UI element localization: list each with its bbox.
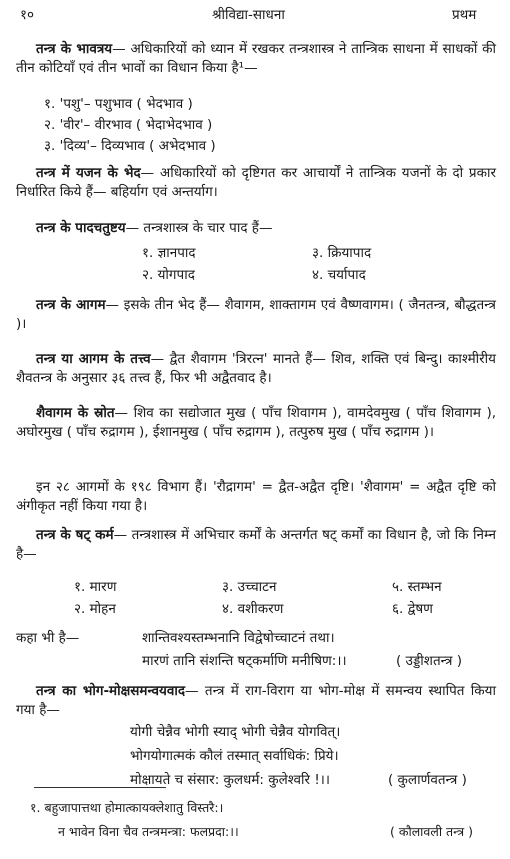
grid-item: ४. चर्यापाद <box>312 267 366 283</box>
section-text: — अधिकारियों को ध्यान में रखकर तन्त्रशास्त्र ने तान्त्रिक साधना में साधकों की तीन कोटियाँ एवं तीन भावों का विधान किया है¹— <box>16 41 497 76</box>
footnote-divider <box>34 787 166 788</box>
verse-line: भोगयोगात्मकं कौलं तस्मात् सर्वाधिकं: प्रिये। <box>130 748 339 764</box>
section-bhavatraya <box>16 40 496 78</box>
grid-item: ५. स्तम्भन <box>392 579 442 595</box>
grid-item: २. मोहन <box>74 601 116 617</box>
section-text: — तन्त्रशास्त्र के चार पाद हैं— <box>125 220 273 236</box>
section-heading: तन्त्र का भोग-मोक्षसमन्वयवाद <box>36 683 186 699</box>
running-title: श्रीविद्या-साधना <box>212 7 285 23</box>
section-yajan <box>16 164 496 202</box>
section-agam-vibhag <box>16 478 496 516</box>
section-bhog-moksha <box>16 682 496 720</box>
section-heading: तन्त्र के आगम <box>36 297 106 313</box>
list-item: ३. 'दिव्य'– दिव्यभाव ( अभेदभाव ) <box>44 138 216 154</box>
section-shaivagam-srot <box>16 404 496 442</box>
footnote-line: न भावेन विना चैव तन्त्रमन्त्रा: फलप्रदा:।। <box>58 824 239 839</box>
grid-item: ३. क्रियापाद <box>312 245 372 261</box>
section-text: — तन्त्रशास्त्र में अभिचार कर्मों के अन्तर्गत षट् कर्मों का विधान है, जो कि निम्न है— <box>16 527 496 562</box>
quote-intro: कहा भी है— <box>16 630 80 646</box>
section-heading: तन्त्र के भावत्रय <box>36 41 113 57</box>
grid-item: ४. वशीकरण <box>222 601 284 617</box>
section-text: — द्वैत शैवागम 'त्रिरत्न' मानते हैं— शिव, शक्ति एवं बिन्दु। काश्मीरीय शैवतन्त्र के अनुसार ३६ तत्त्व हैं, फिर भी अद्वैतवाद है। <box>16 351 496 386</box>
grid-item: ३. उच्चाटन <box>222 579 277 595</box>
verse-line: शान्तिवश्यस्तम्भनानि विद्वेषोच्चाटनं तथा। <box>142 630 335 646</box>
section-text: इन २८ आगमों के १९८ विभाग हैं। 'रौद्रागम' = द्वैत-अद्वैत दृष्टि। 'शैवागम' = अद्वैत दृष्टि को अंगीकृत नहीं किया गया है। <box>16 479 496 514</box>
verse-line: मोक्षायते च संसार: कुलधर्म: कुलेश्वरि !।। <box>130 772 330 788</box>
section-padachatushtaya <box>16 219 496 238</box>
section-heading: तन्त्र में यजन के भेद <box>36 165 141 181</box>
grid-item: ६. द्वेषण <box>392 601 433 617</box>
section-text: — तन्त्र में राग-विराग या भोग-मोक्ष में समन्वय स्थापित किया गया है— <box>16 683 496 718</box>
section-heading: शैवागम के स्रोत <box>36 405 115 421</box>
verse-line: मारणं तानि संशन्ति षट्कर्माणि मनीषिण:।। <box>142 653 347 669</box>
section-heading: तन्त्र या आगम के तत्त्व <box>36 351 151 367</box>
section-heading: तन्त्र के षट् कर्म <box>36 527 114 543</box>
grid-item: २. योगपाद <box>142 267 195 283</box>
section-text: — इसके तीन भेद हैं— शैवागम, शाक्तागम एवं वैष्णवागम। ( जैनतन्त्र, बौद्धतन्त्र )। <box>16 297 496 332</box>
section-heading: तन्त्र के पादचतुष्टय <box>36 220 126 236</box>
verse-line: योगी चेन्नैव भोगी स्याद् भोगी चेन्नैव योगवित्। <box>130 724 341 740</box>
section-shatkarma <box>16 526 496 564</box>
section-agam <box>16 296 496 334</box>
footnote-source: ( कौलावली तन्त्र ) <box>390 824 473 839</box>
chapter-label: प्रथम <box>452 7 477 23</box>
grid-item: १. मारण <box>74 579 117 595</box>
verse-source: ( उड्डीशतन्त्र ) <box>396 653 463 669</box>
list-item: १. 'पशु'– पशुभाव ( भेदभाव ) <box>44 96 193 112</box>
section-text: — शिव का सद्योजात मुख ( पाँच शिवागम ), वामदेवमुख ( पाँच शिवागम ), अघोरमुख ( पाँच रुद्रागम ), ईशानमुख ( पाँच रुद्रागम ), तत्पुरुष मुख ( पाँच रुद्रागम )। <box>16 405 497 440</box>
grid-item: १. ज्ञानपाद <box>142 245 196 261</box>
section-tattva <box>16 350 496 388</box>
page-number: १० <box>20 7 35 23</box>
footnote-line: १. बहुजापात्तथा होमात्कायक्लेशातु विस्तरै:। <box>30 800 224 815</box>
verse-source: ( कुलार्णवतन्त्र ) <box>388 772 467 788</box>
list-item: २. 'वीर'– वीरभाव ( भेदाभेदभाव ) <box>44 117 213 133</box>
section-text: — अधिकारियों को दृष्टिगत कर आचार्यों ने तान्त्रिक यजनों के दो प्रकार निर्धारित किये हैं— बहिर्याग एवं अन्तर्याग। <box>16 165 496 200</box>
